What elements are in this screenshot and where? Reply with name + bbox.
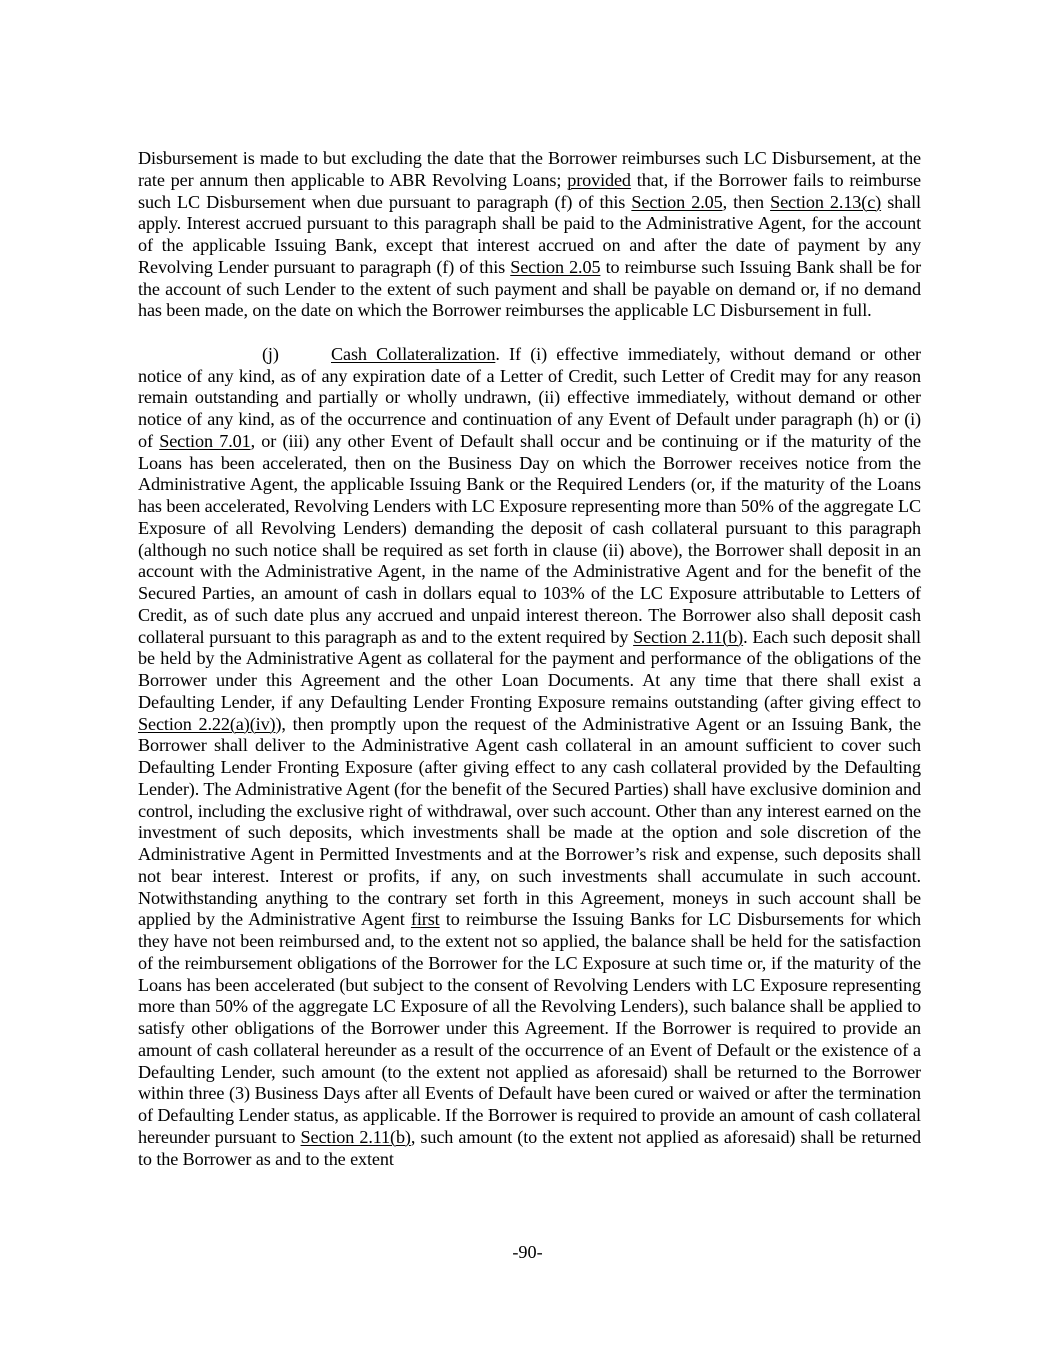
document-body bbox=[138, 148, 921, 1170]
text-run: that, if the Borrower fails to reimburse such LC Disbursement when due pursuant to paragraph (f) of this bbox=[138, 169, 922, 212]
text-run: . If (i) effective immediately, without demand or other notice of any kind, as of any expiration date of a Letter of Credit, such Letter of Credit may for any reason remain outstanding and partially or wholly undrawn, (ii) effective immediately, without demand or other notice of any kind, as of the occurrence and continuation of any Event of Default under paragraph (h) or (i) of bbox=[138, 343, 921, 451]
text-run: . Each such deposit shall be held by the Administrative Agent as collateral for the payment and performance of the obligations of the Borrower under this Agreement and the other Loan Documents. At any time that there shall exist a Defaulting Lender, if any Defaulting Lender Fronting Exposure remains outstanding (after giving effect to bbox=[138, 626, 921, 712]
text-run: Disbursement is made to but excluding the date that the Borrower reimburses such LC Disbursement, at the rate per annum then applicable to ABR Revolving Loans; bbox=[138, 148, 921, 190]
paragraph-continuation bbox=[138, 148, 921, 322]
paragraph-cash-collateralization bbox=[138, 344, 921, 1171]
text-run: shall apply. Interest accrued pursuant to this paragraph shall be paid to the Administrative Agent, for the account of the applicable Issuing Bank, except that interest accrued on and after the date of payment by any Revolving Lender pursuant to paragraph (f) of this bbox=[138, 191, 921, 277]
text-run: to reimburse such Issuing Bank shall be for the account of such Lender to the extent of such payment and shall be payable on demand or, if no demand has been made, on the date on which the Borrower reimburses the applicable LC Disbursement in full. bbox=[138, 256, 922, 321]
underlined-reference: Section 2.05 bbox=[510, 256, 601, 277]
underlined-reference: Section 2.13(c) bbox=[770, 191, 882, 212]
text-run: ), then promptly upon the request of the Administrative Agent or an Issuing Bank, the Borrower shall deliver to the Administrative Agent cash collateral in an amount sufficient to cover such Defaulting Lender Fronting Exposure (after giving effect to any cash collateral provided by the Defaulting Lender). The Administrative Agent (for the benefit of the Secured Parties) shall have exclusive dominion and control, including the exclusive right of withdrawal, over such account. Other than any interest earned on the investment of such deposits, which investments shall be made at the option and sole discretion of the Administrative Agent in Permitted Investments and at the Borrower’s risk and expense, such deposits shall not bear interest. Interest or profits, if any, on such investments shall accumulate in such account. Notwithstanding anything to the contrary set forth in this Agreement, moneys in such account shall be applied by the Administrative Agent bbox=[138, 713, 921, 930]
underlined-reference: provided bbox=[567, 169, 631, 190]
text-run: , such amount (to the extent not applied as aforesaid) shall be returned to the Borrower as and to the extent bbox=[138, 1126, 921, 1169]
text-run: , or (iii) any other Event of Default shall occur and be continuing or if the maturity of the Loans has been accelerated, then on the Business Day on which the Borrower receives notice from the Administrative Agent, the applicable Issuing Bank or the Required Lenders (or, if the maturity of the Loans has been accelerated, Revolving Lenders with LC Exposure representing more than 50% of the aggregate LC Exposure of all Revolving Lenders) demanding the deposit of cash collateral pursuant to this paragraph (although no such notice shall be required as set forth in clause (ii) above), the Borrower shall deposit in an account with the Administrative Agent, in the name of the Administrative Agent and for the benefit of the Secured Parties, an amount of cash in dollars equal to 103% of the LC Exposure attributable to Letters of Credit, as of such date plus any accrued and unpaid interest thereon. The Borrower also shall deposit cash collateral pursuant to this paragraph as and to the extent required by bbox=[138, 430, 921, 647]
underlined-reference: Section 2.11(b) bbox=[300, 1126, 411, 1147]
underlined-reference: Section 7.01 bbox=[159, 430, 251, 451]
paragraph-label: (j) bbox=[262, 343, 279, 364]
underlined-reference: Cash Collateralization bbox=[331, 343, 496, 364]
underlined-reference: Section 2.22(a)(iv) bbox=[138, 713, 276, 734]
text-run: to reimburse the Issuing Banks for LC Disbursements for which they have not been reimbursed and, to the extent not so applied, the balance shall be held for the satisfaction of the reimbursement obligations of the Borrower for the LC Exposure at such time or, if the maturity of the Loans has been accelerated (but subject to the consent of Revolving Lenders with LC Exposure representing more than 50% of the aggregate LC Exposure of all the Revolving Lenders), such balance shall be applied to satisfy other obligations of the Borrower under this Agreement. If the Borrower is required to provide an amount of cash collateral hereunder as a result of the occurrence of an Event of Default or the existence of a Defaulting Lender, such amount (to the extent not applied as aforesaid) shall be returned to the Borrower within three (3) Business Days after all Events of Default have been cured or waived or after the termination of Defaulting Lender status, as applicable. If the Borrower is required to provide an amount of cash collateral hereunder pursuant to bbox=[138, 909, 921, 1147]
underlined-reference: Section 2.11(b) bbox=[633, 626, 744, 647]
page-number: -90- bbox=[512, 1242, 543, 1262]
underlined-reference: first bbox=[410, 909, 440, 930]
underlined-reference: Section 2.05 bbox=[631, 191, 723, 212]
text-run: , then bbox=[722, 191, 771, 212]
